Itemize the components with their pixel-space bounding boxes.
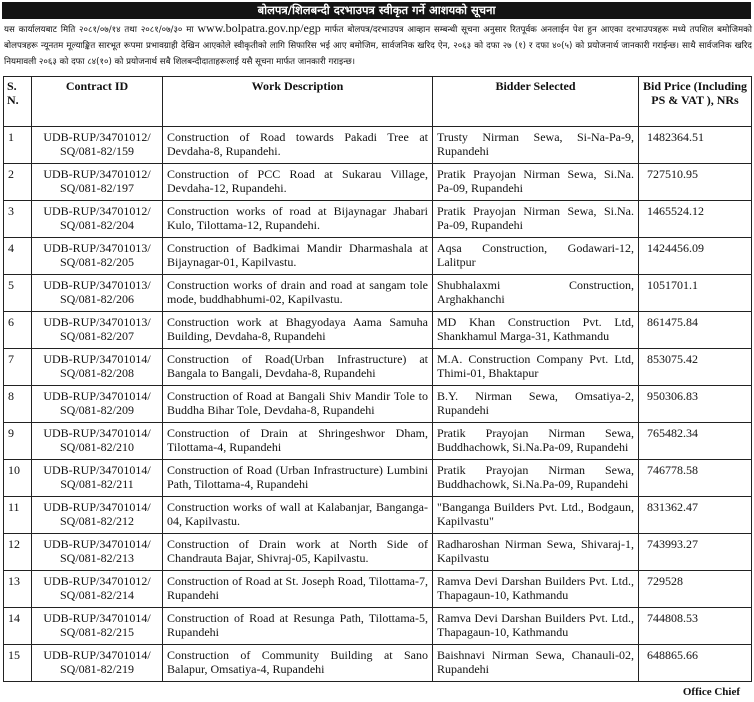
- row-bid-price: 727510.95: [639, 164, 752, 201]
- row-contract-id: UDB-RUP/34701014/ SQ/081-82/210: [32, 423, 163, 460]
- table-row: [4, 238, 752, 275]
- row-work-description: Construction of Drain at Shringeshwor Dham, Tilottama-4, Rupandehi: [163, 423, 433, 460]
- notice-intro: [4, 20, 752, 70]
- row-sn: 9: [4, 423, 32, 460]
- row-work-description: Construction of Road (Urban Infrastructure) Lumbini Path, Tilottama-4, Rupandehi: [163, 460, 433, 497]
- header-bidder-selected: Bidder Selected: [433, 77, 639, 127]
- row-bid-price: 743993.27: [639, 534, 752, 571]
- table-row: [4, 608, 752, 645]
- row-work-description: Construction of Road at St. Joseph Road, Tilottama-7, Rupandehi: [163, 571, 433, 608]
- row-work-description: Construction of Drain work at North Side of Chandrauta Bajar, Shivraj-05, Kapilvastu.: [163, 534, 433, 571]
- table-row: [4, 534, 752, 571]
- row-contract-id: UDB-RUP/34701014/ SQ/081-82/213: [32, 534, 163, 571]
- row-sn: 8: [4, 386, 32, 423]
- row-sn: 6: [4, 312, 32, 349]
- office-chief-signature: Office Chief: [682, 686, 740, 698]
- table-row: [4, 497, 752, 534]
- row-bid-price: 1482364.51: [639, 127, 752, 164]
- row-bid-price: 861475.84: [639, 312, 752, 349]
- row-contract-id: UDB-RUP/34701014/ SQ/081-82/209: [32, 386, 163, 423]
- row-bidder: Baishnavi Nirman Sewa, Chanauli-02, Rupandehi: [433, 645, 639, 682]
- row-work-description: Construction works of drain and road at sangam tole mode, buddhabhumi-02, Kapilvastu.: [163, 275, 433, 312]
- row-bidder: Pratik Prayojan Nirman Sewa, Buddhachowk, Si.Na.Pa-09, Rupandehi: [433, 423, 639, 460]
- row-contract-id: UDB-RUP/34701013/ SQ/081-82/207: [32, 312, 163, 349]
- row-bidder: Ramva Devi Darshan Builders Pvt. Ltd., Thapagaun-10, Kathmandu: [433, 608, 639, 645]
- row-work-description: Construction of PCC Road at Sukarau Village, Devdaha-12, Rupandehi.: [163, 164, 433, 201]
- row-bid-price: 765482.34: [639, 423, 752, 460]
- table-row: [4, 423, 752, 460]
- row-sn: 10: [4, 460, 32, 497]
- row-contract-id: UDB-RUP/34701012/ SQ/081-82/214: [32, 571, 163, 608]
- row-sn: 12: [4, 534, 32, 571]
- table-row: [4, 460, 752, 497]
- table-row: [4, 349, 752, 386]
- table-row: [4, 164, 752, 201]
- row-sn: 7: [4, 349, 32, 386]
- row-contract-id: UDB-RUP/34701014/ SQ/081-82/219: [32, 645, 163, 682]
- row-bidder: Ramva Devi Darshan Builders Pvt. Ltd., Thapagaun-10, Kathmandu: [433, 571, 639, 608]
- row-work-description: Construction works of road at Bijaynagar Jhabari Kulo, Tilottama-12, Rupandehi.: [163, 201, 433, 238]
- row-sn: 15: [4, 645, 32, 682]
- table-header-row: [4, 77, 752, 127]
- row-bidder: Radharoshan Nirman Sewa, Shivaraj-1, Kapilvastu: [433, 534, 639, 571]
- bid-table: [3, 76, 752, 682]
- intro-url: www.bolpatra.gov.np/egp: [197, 21, 321, 35]
- row-contract-id: UDB-RUP/34701013/ SQ/081-82/206: [32, 275, 163, 312]
- row-bidder: Trusty Nirman Sewa, Si-Na-Pa-9, Rupandehi: [433, 127, 639, 164]
- row-bidder: B.Y. Nirman Sewa, Omsatiya-2, Rupandehi: [433, 386, 639, 423]
- header-work-description: Work Description: [163, 77, 433, 127]
- row-contract-id: UDB-RUP/34701012/ SQ/081-82/197: [32, 164, 163, 201]
- table-row: [4, 571, 752, 608]
- row-sn: 11: [4, 497, 32, 534]
- row-sn: 14: [4, 608, 32, 645]
- header-contract-id: Contract ID: [32, 77, 163, 127]
- table-row: [4, 645, 752, 682]
- row-bid-price: 746778.58: [639, 460, 752, 497]
- table-row: [4, 386, 752, 423]
- row-sn: 1: [4, 127, 32, 164]
- row-bidder: Aqsa Construction, Godawari-12, Lalitpur: [433, 238, 639, 275]
- row-bid-price: 950306.83: [639, 386, 752, 423]
- header-bid-price: Bid Price (Including PS & VAT ), NRs: [639, 77, 752, 127]
- row-bidder: M.A. Construction Company Pvt. Ltd, Thimi-01, Bhaktapur: [433, 349, 639, 386]
- row-bid-price: 1465524.12: [639, 201, 752, 238]
- intro-text-2: मार्फत बोलपत्र/दरभाउपत्र आव्हान सम्बन्धी सूचना अनुसार रितपूर्वक अनलाईन पेश हुन आएका दरभाउपत्रहरू मध्ये तपशिल बमोजिमको बोलपत्रहरू न्यूनतम मूल्याङ्कित सारभूत रूपमा प्रभावग्राही देखिन आएकोले स्वीकृतीको लागि सिफारिस भई आए बमोजिम, सार्वजनिक खरिद ऐन, २०६३ को दफा २७ (१) र दफा ४०(५) को प्रयोजनार्थ जानकारी गराईन्छ। साथै सार्वजनिक खरिद नियमावली २०६३ को दफा ८४(१०) को प्रयोजनार्थ सबै शिलबन्दीदाताहरूलाई यसै सूचना मार्फत जानकारी गराइन्छ।: [4, 25, 752, 67]
- row-work-description: Construction work at Bhagyodaya Aama Samuha Building, Devdaha-8, Rupandehi: [163, 312, 433, 349]
- row-bid-price: 853075.42: [639, 349, 752, 386]
- row-contract-id: UDB-RUP/34701014/ SQ/081-82/208: [32, 349, 163, 386]
- row-work-description: Construction works of wall at Kalabanjar, Banganga-04, Kapilvastu.: [163, 497, 433, 534]
- row-bid-price: 729528: [639, 571, 752, 608]
- row-work-description: Construction of Road at Bangali Shiv Mandir Tole to Buddha Bihar Tole, Devdaha-8, Rupandehi: [163, 386, 433, 423]
- table-row: [4, 127, 752, 164]
- row-bidder: Pratik Prayojan Nirman Sewa, Buddhachowk, Si.Na.Pa-09, Rupandehi: [433, 460, 639, 497]
- row-bidder: Pratik Prayojan Nirman Sewa, Si.Na. Pa-09, Rupandehi: [433, 201, 639, 238]
- intro-text-1: यस कार्यालयबाट मिति २०८१/०७/१४ तथा २०८१/०७/३० मा: [4, 25, 198, 35]
- row-work-description: Construction of Road(Urban Infrastructure) at Bangala to Bangali, Devdaha-8, Rupandehi: [163, 349, 433, 386]
- row-bid-price: 744808.53: [639, 608, 752, 645]
- row-work-description: Construction of Community Building at Sano Balapur, Omsatiya-4, Rupandehi: [163, 645, 433, 682]
- header-sn: S. N.: [4, 77, 32, 127]
- row-bid-price: 1051701.1: [639, 275, 752, 312]
- row-contract-id: UDB-RUP/34701014/ SQ/081-82/212: [32, 497, 163, 534]
- row-contract-id: UDB-RUP/34701012/ SQ/081-82/204: [32, 201, 163, 238]
- row-contract-id: UDB-RUP/34701014/ SQ/081-82/211: [32, 460, 163, 497]
- row-sn: 13: [4, 571, 32, 608]
- row-work-description: Construction of Badkimai Mandir Dharmashala at Bijaynagar-01, Kapilvastu.: [163, 238, 433, 275]
- row-bidder: MD Khan Construction Pvt. Ltd, Shankhamul Marga-31, Kathmandu: [433, 312, 639, 349]
- row-sn: 5: [4, 275, 32, 312]
- table-row: [4, 312, 752, 349]
- row-bidder: "Banganga Builders Pvt. Ltd., Bodgaun, Kapilvastu": [433, 497, 639, 534]
- table-row: [4, 201, 752, 238]
- row-bidder: Shubhalaxmi Construction, Arghakhanchi: [433, 275, 639, 312]
- row-bidder: Pratik Prayojan Nirman Sewa, Si.Na. Pa-09, Rupandehi: [433, 164, 639, 201]
- row-sn: 3: [4, 201, 32, 238]
- row-bid-price: 831362.47: [639, 497, 752, 534]
- row-work-description: Construction of Road at Resunga Path, Tilottama-5, Rupandehi: [163, 608, 433, 645]
- row-contract-id: UDB-RUP/34701014/ SQ/081-82/215: [32, 608, 163, 645]
- row-sn: 4: [4, 238, 32, 275]
- table-row: [4, 275, 752, 312]
- row-contract-id: UDB-RUP/34701012/ SQ/081-82/159: [32, 127, 163, 164]
- notice-title: बोलपत्र/शिलबन्दी दरभाउपत्र स्वीकृत गर्ने आशयको सूचना: [2, 2, 751, 19]
- row-work-description: Construction of Road towards Pakadi Tree at Devdaha-8, Rupandehi.: [163, 127, 433, 164]
- row-sn: 2: [4, 164, 32, 201]
- row-bid-price: 1424456.09: [639, 238, 752, 275]
- row-bid-price: 648865.66: [639, 645, 752, 682]
- row-contract-id: UDB-RUP/34701013/ SQ/081-82/205: [32, 238, 163, 275]
